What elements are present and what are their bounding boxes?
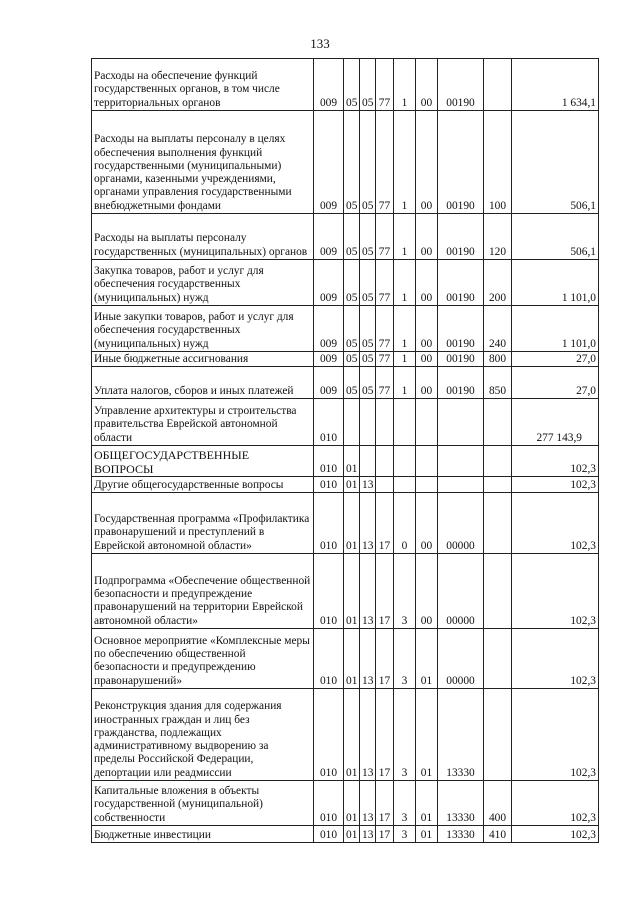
row-code-p2: 1 (394, 260, 416, 306)
table-row (92, 59, 599, 111)
row-code-ved: 009 (314, 306, 344, 352)
row-amount: 27,0 (512, 367, 599, 399)
row-code-pr: 05 (360, 59, 376, 111)
table-row (92, 446, 599, 477)
row-code-pr: 13 (360, 629, 376, 689)
row-code-rz: 05 (344, 111, 360, 214)
row-code-p2: 3 (394, 629, 416, 689)
row-code-p1: 77 (376, 214, 394, 260)
row-code-vr (484, 446, 512, 477)
row-code-pr (360, 399, 376, 446)
row-code-p4: 00190 (438, 111, 484, 214)
table-row (92, 781, 599, 826)
row-code-p3: 01 (416, 689, 438, 781)
row-amount: 102,3 (512, 477, 599, 493)
table-row (92, 399, 599, 446)
row-code-pr: 13 (360, 554, 376, 629)
row-code-rz: 01 (344, 629, 360, 689)
table-row (92, 477, 599, 493)
table-row (92, 214, 599, 260)
row-code-pr: 05 (360, 260, 376, 306)
row-code-rz: 05 (344, 59, 360, 111)
table-row (92, 554, 599, 629)
row-code-rz: 01 (344, 826, 360, 843)
row-code-p4: 00000 (438, 554, 484, 629)
row-code-p3: 01 (416, 629, 438, 689)
row-code-ved: 010 (314, 629, 344, 689)
row-code-p2: 0 (394, 493, 416, 554)
row-code-p4: 13330 (438, 826, 484, 843)
row-code-p1: 77 (376, 111, 394, 214)
row-code-p2: 1 (394, 214, 416, 260)
row-code-ved: 010 (314, 781, 344, 826)
row-code-p4: 00190 (438, 59, 484, 111)
row-name: Расходы на выплаты персоналу государственных (муниципальных) органов (92, 214, 314, 260)
row-code-p2: 1 (394, 352, 416, 367)
row-code-p2: 3 (394, 781, 416, 826)
row-code-rz: 01 (344, 781, 360, 826)
table-row (92, 826, 599, 843)
row-code-ved: 010 (314, 477, 344, 493)
row-code-vr (484, 399, 512, 446)
row-code-p2: 1 (394, 111, 416, 214)
row-code-p4: 00190 (438, 306, 484, 352)
row-code-vr: 800 (484, 352, 512, 367)
row-code-p1 (376, 399, 394, 446)
row-code-p4 (438, 399, 484, 446)
row-code-p4: 00000 (438, 629, 484, 689)
row-amount: 102,3 (512, 826, 599, 843)
row-code-p1: 17 (376, 554, 394, 629)
row-code-ved: 010 (314, 446, 344, 477)
row-code-ved: 009 (314, 111, 344, 214)
row-code-rz: 01 (344, 493, 360, 554)
row-code-p1: 77 (376, 59, 394, 111)
row-code-vr (484, 554, 512, 629)
table-row (92, 689, 599, 781)
row-name: Уплата налогов, сборов и иных платежей (92, 367, 314, 399)
budget-table (91, 58, 599, 843)
row-amount: 102,3 (512, 781, 599, 826)
row-name: Государственная программа «Профилактика правонарушений и преступлений в Еврейской автономной области» (92, 493, 314, 554)
table-row (92, 367, 599, 399)
page-number: 133 (310, 36, 330, 51)
row-code-vr: 200 (484, 260, 512, 306)
table-row (92, 493, 599, 554)
row-name: Расходы на обеспечение функций государственных органов, в том числе территориальных органов (92, 59, 314, 111)
budget-table-body (92, 59, 599, 843)
row-code-p3: 00 (416, 260, 438, 306)
row-code-p3: 00 (416, 59, 438, 111)
row-code-vr (484, 59, 512, 111)
row-code-vr: 410 (484, 826, 512, 843)
row-amount: 102,3 (512, 629, 599, 689)
row-code-p2: 3 (394, 554, 416, 629)
row-code-rz: 05 (344, 352, 360, 367)
row-amount: 102,3 (512, 689, 599, 781)
table-row (92, 111, 599, 214)
row-code-p4: 00190 (438, 367, 484, 399)
row-amount: 506,1 (512, 111, 599, 214)
row-code-ved: 009 (314, 59, 344, 111)
table-row (92, 629, 599, 689)
row-code-p2 (394, 477, 416, 493)
row-code-p2: 1 (394, 367, 416, 399)
table-row (92, 352, 599, 367)
row-code-p3 (416, 477, 438, 493)
row-code-rz (344, 399, 360, 446)
row-amount: 506,1 (512, 214, 599, 260)
row-code-p2 (394, 399, 416, 446)
row-code-rz: 05 (344, 214, 360, 260)
row-amount: 1 101,0 (512, 260, 599, 306)
row-code-vr (484, 629, 512, 689)
row-code-vr (484, 493, 512, 554)
row-code-pr: 13 (360, 689, 376, 781)
row-code-p1: 77 (376, 352, 394, 367)
row-name: Иные бюджетные ассигнования (92, 352, 314, 367)
row-code-pr (360, 446, 376, 477)
row-code-p3: 00 (416, 352, 438, 367)
row-code-rz: 01 (344, 689, 360, 781)
row-code-p3 (416, 399, 438, 446)
row-code-ved: 010 (314, 493, 344, 554)
row-code-pr: 05 (360, 352, 376, 367)
row-name: Другие общегосударственные вопросы (92, 477, 314, 493)
row-code-vr: 120 (484, 214, 512, 260)
row-code-p3 (416, 446, 438, 477)
row-code-p1: 17 (376, 689, 394, 781)
row-code-ved: 009 (314, 260, 344, 306)
row-code-p4: 00000 (438, 493, 484, 554)
row-code-p1: 17 (376, 493, 394, 554)
row-code-p2: 3 (394, 689, 416, 781)
row-code-pr: 13 (360, 477, 376, 493)
table-row (92, 260, 599, 306)
row-code-p1: 17 (376, 826, 394, 843)
row-name: Бюджетные инвестиции (92, 826, 314, 843)
row-amount: 1 634,1 (512, 59, 599, 111)
table-row (92, 306, 599, 352)
row-code-p1: 77 (376, 306, 394, 352)
row-name: Закупка товаров, работ и услуг для обеспечения государственных (муниципальных) нужд (92, 260, 314, 306)
row-code-p3: 00 (416, 214, 438, 260)
row-code-rz: 01 (344, 477, 360, 493)
row-code-p1 (376, 446, 394, 477)
row-code-pr: 13 (360, 493, 376, 554)
row-code-pr: 05 (360, 214, 376, 260)
row-code-p3: 01 (416, 781, 438, 826)
row-code-p4 (438, 477, 484, 493)
row-code-pr: 05 (360, 306, 376, 352)
row-code-ved: 010 (314, 826, 344, 843)
row-code-p4: 13330 (438, 689, 484, 781)
row-code-rz: 05 (344, 260, 360, 306)
row-name: ОБЩЕГОСУДАРСТВЕННЫЕ ВОПРОСЫ (92, 446, 314, 477)
row-code-vr (484, 477, 512, 493)
row-code-p2: 3 (394, 826, 416, 843)
row-amount: 27,0 (512, 352, 599, 367)
row-name: Капитальные вложения в объекты государственной (муниципальной) собственности (92, 781, 314, 826)
row-code-vr: 100 (484, 111, 512, 214)
row-code-p3: 00 (416, 554, 438, 629)
row-name: Иные закупки товаров, работ и услуг для обеспечения государственных (муниципальных) нужд (92, 306, 314, 352)
row-code-rz: 01 (344, 446, 360, 477)
row-code-p4: 00190 (438, 260, 484, 306)
row-code-ved: 010 (314, 399, 344, 446)
row-code-vr (484, 689, 512, 781)
row-code-ved: 009 (314, 352, 344, 367)
row-code-rz: 01 (344, 554, 360, 629)
row-code-ved: 009 (314, 214, 344, 260)
row-code-rz: 05 (344, 367, 360, 399)
row-code-p1 (376, 477, 394, 493)
row-name: Управление архитектуры и строительства правительства Еврейской автономной области (92, 399, 314, 446)
row-code-p2: 1 (394, 306, 416, 352)
row-code-p3: 01 (416, 826, 438, 843)
row-code-p4: 00190 (438, 214, 484, 260)
row-name: Подпрограмма «Обеспечение общественной безопасности и предупреждение правонарушений на территории Еврейской автономной области» (92, 554, 314, 629)
row-code-p1: 77 (376, 260, 394, 306)
row-code-p3: 00 (416, 306, 438, 352)
row-amount: 102,3 (512, 446, 599, 477)
row-code-p3: 00 (416, 493, 438, 554)
row-code-rz: 05 (344, 306, 360, 352)
row-code-p4 (438, 446, 484, 477)
row-code-p2 (394, 446, 416, 477)
row-amount: 102,3 (512, 493, 599, 554)
row-code-p3: 00 (416, 367, 438, 399)
row-name: Основное мероприятие «Комплексные меры по обеспечению общественной безопасности и предупреждению правонарушений» (92, 629, 314, 689)
row-code-p1: 77 (376, 367, 394, 399)
row-code-p4: 00190 (438, 352, 484, 367)
row-code-pr: 13 (360, 781, 376, 826)
row-code-ved: 010 (314, 689, 344, 781)
row-amount: 102,3 (512, 554, 599, 629)
row-code-p4: 13330 (438, 781, 484, 826)
row-amount: 277 143,9 (512, 399, 599, 446)
row-code-p2: 1 (394, 59, 416, 111)
row-code-ved: 009 (314, 367, 344, 399)
row-code-p1: 17 (376, 629, 394, 689)
row-code-vr: 850 (484, 367, 512, 399)
row-code-pr: 05 (360, 367, 376, 399)
row-name: Реконструкция здания для содержания иностранных граждан и лиц без гражданства, подлежащих административному выдворению за пределы Российской Федерации, депортации или реадмиссии (92, 689, 314, 781)
row-code-p3: 00 (416, 111, 438, 214)
row-code-pr: 05 (360, 111, 376, 214)
row-code-vr: 240 (484, 306, 512, 352)
row-amount: 1 101,0 (512, 306, 599, 352)
row-code-ved: 010 (314, 554, 344, 629)
row-name: Расходы на выплаты персоналу в целях обеспечения выполнения функций государственными (муниципальными) органами, казенными учреждениями, органами управления государственными внебюджетными фондами (92, 111, 314, 214)
row-code-p1: 17 (376, 781, 394, 826)
row-code-pr: 13 (360, 826, 376, 843)
row-code-vr: 400 (484, 781, 512, 826)
